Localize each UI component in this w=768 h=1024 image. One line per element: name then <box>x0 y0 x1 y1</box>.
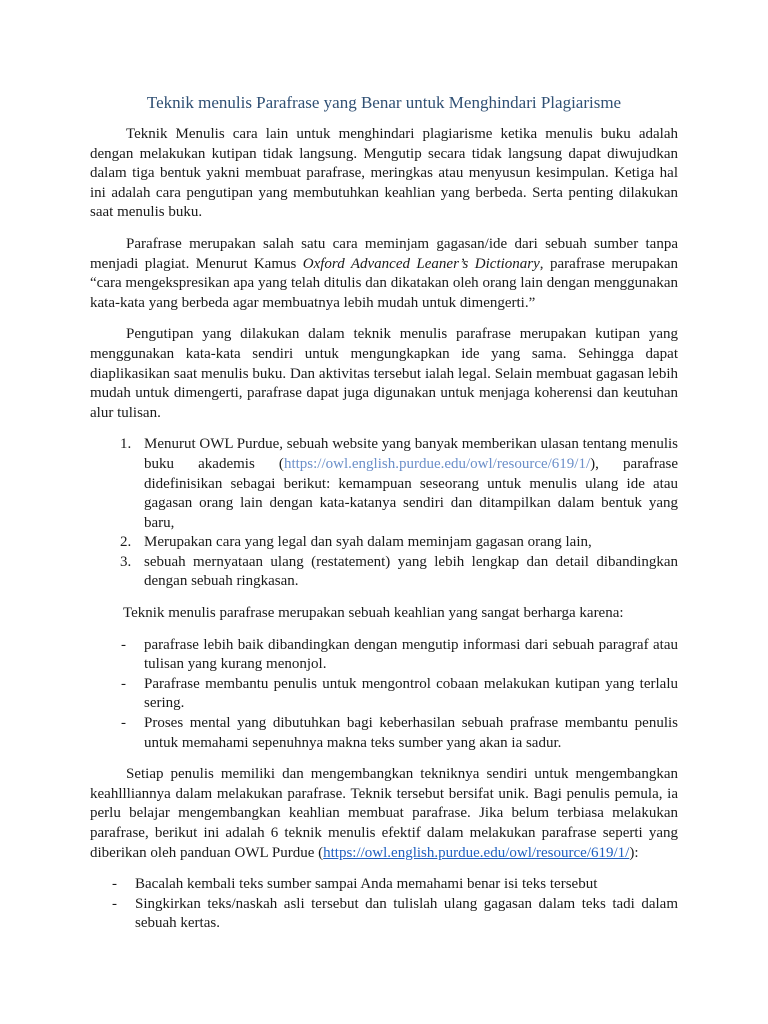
list-item <box>90 875 678 895</box>
list-number: 3. <box>120 553 132 570</box>
owl-purdue-link-2[interactable]: https://owl.english.purdue.edu/owl/resource/619/1/ <box>323 844 630 861</box>
paragraph-techniques-text: Setiap penulis memiliki dan mengembangkan tekniknya sendiri untuk mengembangkan keahllliannya dalam melakukan parafrase. Teknik tersebut bersifat unik. Bagi penulis pemula, ia perlu belajar mengembangkan keahlian membuat parafrase. Jika belum terbiasa melakukan parafrase, berikut ini adalah 6 teknik menulis efektif dalam melakukan parafrase seperti yang diberikan oleh panduan OWL Purdue ( <box>90 766 678 861</box>
list-item <box>90 533 678 553</box>
list-item <box>90 553 678 592</box>
paragraph-definition <box>90 235 678 313</box>
paragraph-techniques-end: ): <box>629 844 639 861</box>
list-number: 1. <box>120 436 132 453</box>
list-item-text: Parafrase membantu penulis untuk mengontrol cobaan melakukan kutipan yang terlalu sering. <box>144 675 678 712</box>
document-title: Teknik menulis Parafrase yang Benar untuk Menghindari Plagiarisme <box>146 93 622 112</box>
paragraph-definition-text: Parafrase merupakan salah satu cara meminjam gagasan/ide dari sebuah sumber tanpa menjadi plagiat. Menurut Kamus <box>90 235 678 272</box>
dictionary-name: Oxford Advanced Leaner’s Dictionary <box>302 255 540 272</box>
dash-bullet: - <box>121 675 126 692</box>
list-item <box>90 675 678 714</box>
list-item <box>90 435 678 533</box>
paragraph-reasons-lead: Teknik menulis parafrase merupakan sebuah keahlian yang sangat berharga karena: <box>123 605 624 622</box>
paragraph-techniques <box>90 765 678 863</box>
list-item-text: Bacalah kembali teks sumber sampai Anda memahami benar isi teks tersebut <box>135 876 598 893</box>
list-item <box>90 636 678 675</box>
dash-bullet: - <box>112 876 117 893</box>
list-item <box>90 714 678 753</box>
list-item-text: Singkirkan teks/naskah asli tersebut dan tulislah ulang gagasan dalam teks tadi dalam sebuah kertas. <box>135 895 678 932</box>
list-number: 2. <box>120 534 132 551</box>
owl-purdue-link[interactable]: https://owl.english.purdue.edu/owl/resource/619/1/ <box>283 455 591 472</box>
paragraph-intro: Teknik Menulis cara lain untuk menghindari plagiarisme ketika menulis buku adalah dengan melakukan kutipan tidak langsung. Mengutip secara tidak langsung dapat diwujudkan dalam tiga bentuk yakni membuat parafrase, meringkas atau menyusun kesimpulan. Ketiga hal ini adalah cara pengutipan yang membutuhkan keahlian yang berbeda. Serta penting dilakukan saat menulis buku. <box>90 126 678 221</box>
dash-bullet: - <box>121 636 126 653</box>
list-item-text: parafrase lebih baik dibandingkan dengan mengutip informasi dari sebuah paragraf atau tulisan yang kurang menonjol. <box>144 636 678 673</box>
list-item-text: Proses mental yang dibutuhkan bagi keberhasilan sebuah prafrase membantu penulis untuk memahami sepenuhnya makna teks sumber yang akan ia sadur. <box>144 715 678 751</box>
reasons-list <box>90 636 678 754</box>
numbered-list <box>90 435 678 592</box>
document-page <box>90 92 678 946</box>
paragraph-definition-quote: , parafrase merupakan “cara mengekspresikan apa yang telah ditulis dan dikatakan oleh orang lain dengan menggunakan kata-kata yang berbeda agar membuatnya lebih mudah untuk dimengerti.” <box>90 255 678 311</box>
dash-bullet: - <box>121 715 126 732</box>
dash-bullet: - <box>112 895 117 912</box>
list-item-text: Menurut OWL Purdue, sebuah website yang banyak memberikan ulasan tentang menulis buku akademis ( <box>144 436 678 472</box>
list-item-text: sebuah mernyataan ulang (restatement) yang lebih lengkap dan detail dibandingkan dengan sebuah ringkasan. <box>144 553 678 590</box>
steps-list <box>90 875 678 934</box>
list-item-text: ), parafrase didefinisikan sebagai berikut: kemampuan seseorang untuk menulis ulang ide atau gagasan orang lain dengan kata-katanya sendiri dan ditampilkan dalam bentuk yang baru, <box>144 455 679 531</box>
paragraph-citation: Pengutipan yang dilakukan dalam teknik menulis parafrase merupakan kutipan yang menggunakan kata-kata sendiri untuk mengungkapkan ide yang sama. Sehingga dapat diaplikasikan saat menulis buku. Dan aktivitas tersebut ialah legal. Selain membuat gagasan lebih mudah untuk dimengerti, parafrase dapat juga digunakan untuk menjaga koherensi dan keutuhan alur tulisan. <box>90 326 678 421</box>
list-item-text: Merupakan cara yang legal dan syah dalam meminjam gagasan orang lain, <box>144 534 592 551</box>
list-item <box>90 895 678 934</box>
